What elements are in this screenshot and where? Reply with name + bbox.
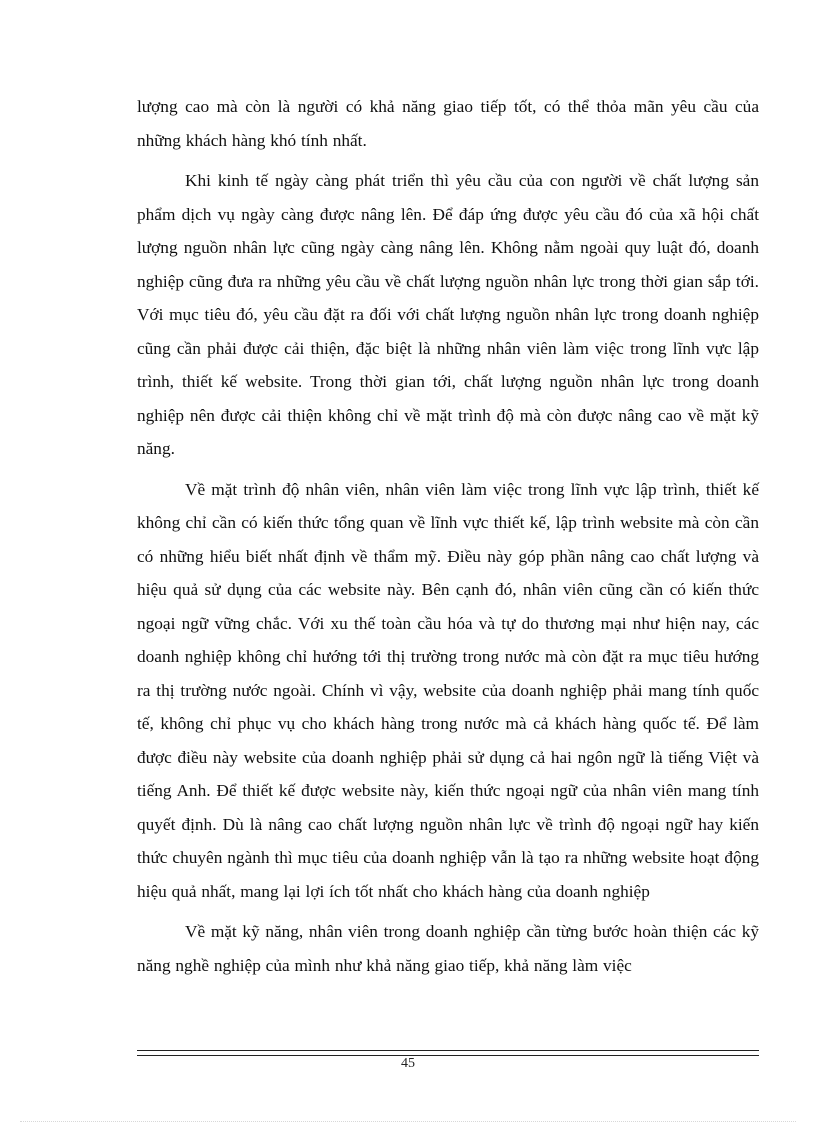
- page-number: 45: [401, 1056, 415, 1071]
- paragraph-staff-skills: Về mặt kỹ năng, nhân viên trong doanh nghiệp cần từng bước hoàn thiện các kỹ năng nghề nghiệp của mình như khả năng giao tiếp, khả năng làm việc: [137, 922, 759, 975]
- paragraph-continuation: lượng cao mà còn là người có khả năng giao tiếp tốt, có thể thỏa mãn yêu cầu của những khách hàng khó tính nhất.: [137, 97, 759, 150]
- body-text: [137, 90, 759, 982]
- paragraph-staff-qualification: Về mặt trình độ nhân viên, nhân viên làm việc trong lĩnh vực lập trình, thiết kế không chỉ cần có kiến thức tổng quan về lĩnh vực thiết kế, lập trình website mà còn cần có những hiểu biết nhất định về thẩm mỹ. Điều này góp phần nâng cao chất lượng và hiệu quả sử dụng của các website này. Bên cạnh đó, nhân viên cũng cần có kiến thức ngoại ngữ vững chắc. Với xu thế toàn cầu hóa và tự do thương mại như hiện nay, các doanh nghiệp không chỉ hướng tới thị trường trong nước mà còn đặt ra mục tiêu hướng ra thị trường nước ngoài. Chính vì vậy, website của doanh nghiệp phải mang tính quốc tế, không chỉ phục vụ cho khách hàng trong nước mà cả khách hàng quốc tế. Để làm được điều này website của doanh nghiệp phải sử dụng cả hai ngôn ngữ là tiếng Việt và tiếng Anh. Để thiết kế được website này, kiến thức ngoại ngữ của nhân viên mang tính quyết định. Dù là nâng cao chất lượng nguồn nhân lực về trình độ ngoại ngữ hay kiến thức chuyên ngành thì mục tiêu của doanh nghiệp vẫn là tạo ra những website hoạt động hiệu quả nhất, mang lại lợi ích tốt nhất cho khách hàng của doanh nghiệp: [137, 479, 759, 901]
- page-bottom-dotted-edge: [20, 1121, 796, 1122]
- paragraph-quality-requirements: Khi kinh tế ngày càng phát triển thì yêu cầu của con người về chất lượng sản phẩm dịch vụ ngày càng được nâng lên. Để đáp ứng được yêu cầu đó của xã hội chất lượng nguồn nhân lực cũng ngày càng nâng lên. Không nằm ngoài quy luật đó, doanh nghiệp cũng đưa ra những yêu cầu về chất lượng nguồn nhân lực trong thời gian sắp tới. Với mục tiêu đó, yêu cầu đặt ra đối với chất lượng nguồn nhân lực trong doanh nghiệp cũng cần phải được cải thiện, đặc biệt là những nhân viên làm việc trong lĩnh vực lập trình, thiết kế website. Trong thời gian tới, chất lượng nguồn nhân lực trong doanh nghiệp nên được cải thiện không chỉ về mặt trình độ mà còn được nâng cao về mặt kỹ năng.: [137, 171, 759, 458]
